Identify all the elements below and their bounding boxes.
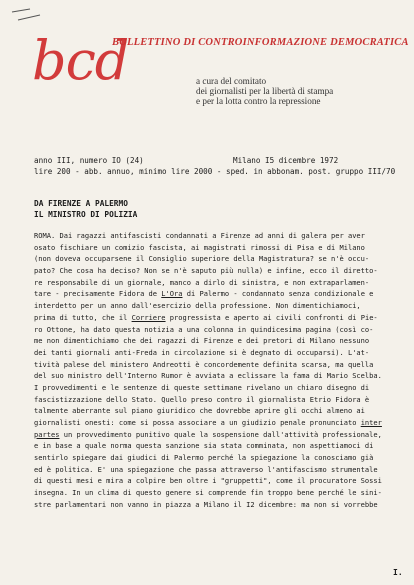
body-line: [34, 359, 404, 371]
text-segment: e in base a quale norma questa sanzione sia stata comminata, non aspettiamoci di: [34, 441, 374, 451]
text-segment: osato fischiare un comizio fascista, ai magistrati rimossi di Pisa e di Milano: [34, 242, 365, 252]
body-line: [34, 405, 404, 417]
body-line: [34, 499, 404, 511]
body-line: [34, 417, 404, 429]
body-line: [34, 452, 404, 464]
underlined-text: Corriere: [131, 312, 166, 322]
handwritten-corner-mark: [10, 8, 44, 22]
body-line: [34, 242, 404, 254]
issue-date: Milano I5 dicembre 1972: [233, 156, 339, 165]
article-headline: [34, 198, 137, 220]
text-segment: di questi mesi e mira a colpire ben oltre i "gruppetti", come il procuratore Sossi: [34, 476, 382, 486]
body-line: [34, 277, 404, 289]
issue-details: lire 200 - abb. annuo, minimo lire 2000 - sped. in abbonam. post. gruppo III/70: [34, 167, 396, 176]
body-line: [34, 370, 404, 382]
text-segment: sentirlo spiegare dai giudici di Palermo perché la spiegazione la conosciamo già: [34, 453, 374, 463]
body-line: [34, 429, 404, 441]
text-segment: fascistizzazione dello Stato. Quello preso contro il giornalista Etrio Fidora è: [34, 394, 370, 404]
text-segment: I provvedimenti e le sentenze di queste settimane rivelano un chiaro disegno di: [34, 382, 370, 392]
text-segment: ro Ottone, ha dato questa notizia a una colonna in quindicesima pagina (così co-: [34, 324, 374, 334]
body-line: [34, 265, 404, 277]
subtitle-line: dei giornalisti per la libertà di stampa: [196, 86, 334, 97]
headline-line: IL MINISTRO DI POLIZIA: [34, 210, 138, 219]
body-line: [34, 288, 404, 300]
body-line: [34, 300, 404, 312]
body-line: [34, 347, 404, 359]
page-number: I.: [393, 568, 403, 577]
text-segment: tare - precisamente Fidora de: [34, 289, 162, 299]
body-line: [34, 394, 404, 406]
text-segment: insegna. In un clima di questo genere si comprende fin troppo bene perché le sini-: [34, 488, 382, 498]
body-line: [34, 324, 404, 336]
underlined-text: L'Ora: [161, 289, 183, 299]
text-segment: interdetto per un anno dall'esercizio della professione. Non dimentichiamoci,: [34, 301, 361, 311]
text-segment: prima di tutto, che il: [34, 312, 132, 322]
text-segment: re responsabile di un giornale, manco a dirlo di sinistra, e non extraparlamen-: [34, 277, 370, 287]
underlined-text: inter: [360, 418, 382, 427]
article-body: [34, 230, 404, 511]
text-segment: ed è politica. E' una spiegazione che passa attraverso l'antifascismo strumentale: [34, 464, 378, 474]
text-segment: ROMA. Dai ragazzi antifascisti condannati a Firenze ad anni di galera per aver: [34, 231, 365, 240]
text-segment: di Palermo - condannato senza condizionale e: [182, 289, 374, 299]
text-segment: stre parlamentari non vanno in piazza a Milano il I2 dicembre: ma non si vorrebbe: [34, 499, 378, 509]
body-line: [34, 382, 404, 394]
underlined-text: partes: [34, 429, 60, 439]
text-segment: un provvedimento punitivo quale la sospensione dall'attività professionale,: [59, 429, 382, 439]
masthead-subtitle: [196, 76, 406, 107]
body-line: [34, 253, 404, 265]
body-line: [34, 487, 404, 499]
masthead-title: BOLLETTINO DI CONTROINFORMAZIONE DEMOCRATICA: [112, 37, 409, 48]
text-segment: progressista e aperto ai civili confronti di Pie-: [165, 312, 378, 322]
subtitle-line: e per la lotta contro la repressione: [196, 96, 321, 107]
headline-line: DA FIRENZE A PALERMO: [34, 199, 128, 208]
text-segment: tività palese del ministero Andreotti è concordemente definita scarsa, ma quella: [34, 359, 374, 369]
text-segment: talmente aberrante sul piano giuridico che dovrebbe aprire gli occhi almeno ai: [34, 406, 365, 416]
body-line: [34, 475, 404, 487]
subtitle-line: a cura del comitato: [196, 76, 267, 86]
text-segment: (non doveva occuparsene il Consiglio superiore della Magistratura? se n'è occu-: [34, 254, 370, 264]
text-segment: pato? Che cosa ha deciso? Non se n'è saputo più nulla) e infine, ecco il diretto-: [34, 266, 378, 276]
bcd-logo: bcd: [32, 29, 129, 92]
text-segment: giornalisti onesti: come si possa associare a un giudizio penale pronunciato: [34, 418, 361, 427]
body-line: [34, 464, 404, 476]
body-line: [34, 312, 404, 324]
text-segment: del suo ministro dell'Interno Rumor è avviata a eclissare la fama di Mario Scelba.: [34, 371, 382, 381]
text-segment: me non dimentichiamo che dei ragazzi di Firenze e dei pretori di Milano nessuno: [34, 336, 370, 346]
body-line: [34, 440, 404, 452]
body-line: [34, 230, 404, 242]
text-segment: dei tanti giornali anti-Freda in circolazione si è degnato di occuparsi). L'at-: [34, 347, 370, 357]
issue-number: anno III, numero IO (24): [34, 156, 144, 165]
body-line: [34, 335, 404, 347]
